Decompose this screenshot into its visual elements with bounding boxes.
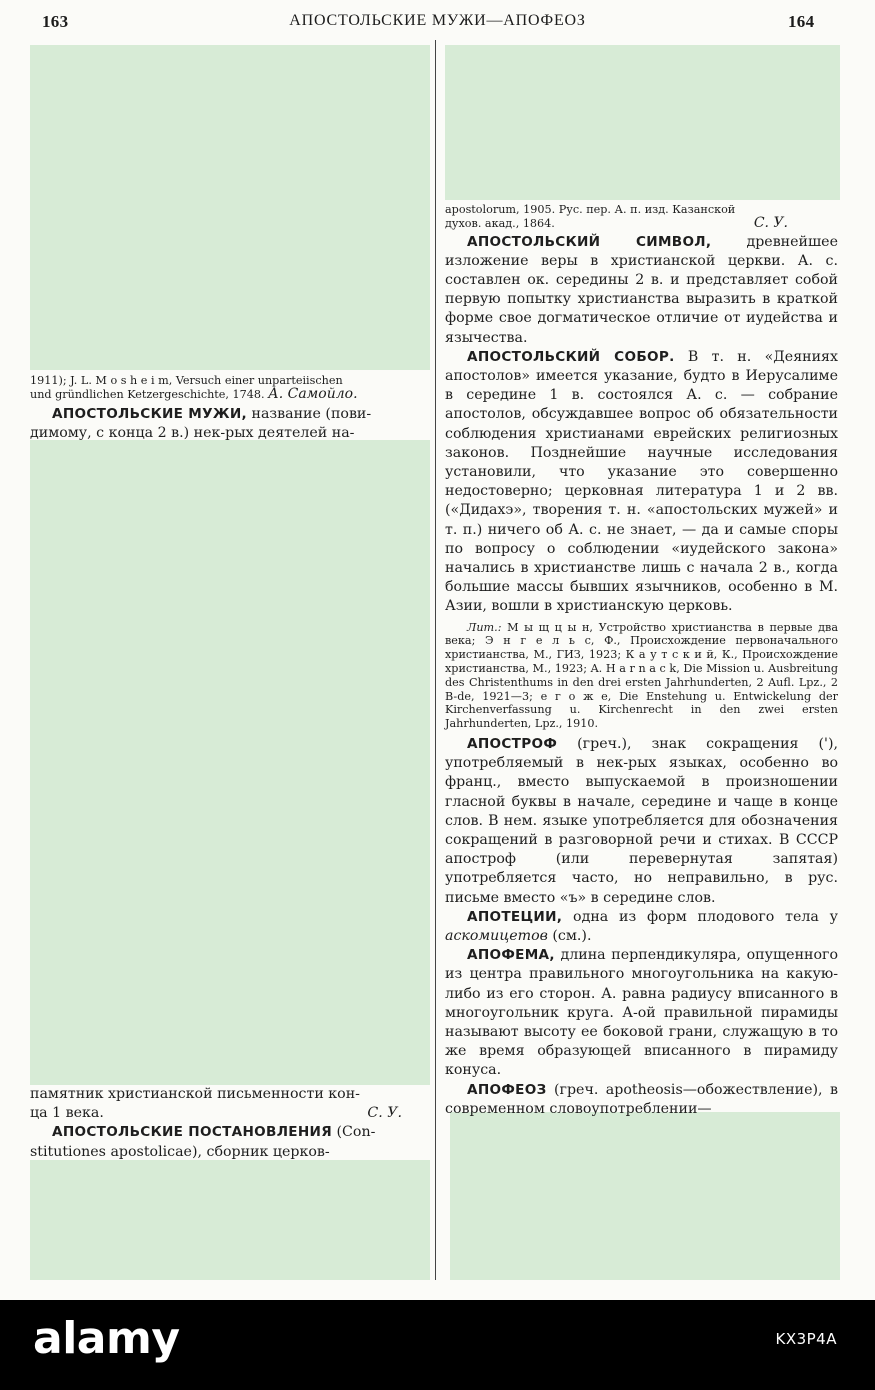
author-signature: С. У. — [367, 1105, 402, 1122]
cross-reference: аскомицетов — [445, 928, 548, 945]
alamy-logo: alamy — [33, 1313, 180, 1364]
entry-apofeoz — [445, 1081, 838, 1119]
entry-sobor — [445, 348, 838, 617]
entry-apostrof — [445, 735, 838, 908]
blank-region — [450, 1112, 840, 1280]
author-signature: С. У. — [753, 214, 788, 231]
entry-text: (греч.), знак сокращения ('), употребляемый в нек-рых языках, особенно во франц., вместо выпускаемой в произношении гласной буквы в начале, середине и чаще в конце слов. В нем. языке употребляется для обозначения сокращений в разговорной речи и стихах. В СССР апостроф (или перевернутая запятая) употребляется часто, но неправильно, в рус. письме вместо «ъ» в середине слов. — [445, 736, 838, 906]
entry-text: древнейшее изложение веры в христианской церкви. А. с. составлен ок. середины 2 в. и представляет собой первую попытку христианства выразить в краткой форме свое догматическое отличие от иудейства и язычества. — [445, 233, 838, 346]
entry-text: ца 1 века. — [30, 1105, 104, 1122]
entry-text: В т. н. «Деяниях апостолов» имеется указание, будто в Иерусалиме в середине 1 в. состоялся А. с. — собрание апостолов, обсуждавшее вопрос об обязательности соблюдения христианами еврейских религиозных законов. Позднейшие научные исследования установили, что указание это совершенно недостоверно; церковная литература 1 и 2 вв. («Дидахэ», творения т. н. «апостольских мужей» и т. п.) ничего об А. с. не знает, — да и самые споры по вопросу о соблюдении «иудейского закона» начались в христианстве лишь с начала 2 в., когда большие массы бывших язычников, особенно в М. Азии, вошли в христианскую церковь. — [445, 348, 839, 615]
entry-heading: АПОСТРОФ — [467, 736, 558, 753]
entry-text: памятник христианской письменности кон- — [30, 1086, 360, 1102]
entry-heading: АПОСТОЛЬСКИЕ МУЖИ, — [52, 405, 247, 422]
blank-region — [30, 440, 430, 1085]
page-number-left: 163 — [42, 12, 69, 31]
left-block-postanovleniya — [30, 1085, 432, 1162]
entry-heading: АПОСТОЛЬСКИЕ ПОСТАНОВЛЕНИЯ — [52, 1124, 332, 1141]
running-title: АПОСТОЛЬСКИЕ МУЖИ—АПОФЕОЗ — [289, 12, 586, 29]
column-divider — [435, 40, 436, 1280]
entry-text: stitutiones apostolicae), сборник церков- — [30, 1143, 330, 1160]
reference-line: und gründlichen Ketzergeschichte, 1748. — [30, 387, 265, 401]
blank-region — [445, 45, 840, 200]
entry-text: (греч. apotheosis—обожествление), в современном словоупотреблении— — [445, 1081, 838, 1117]
blank-region — [30, 45, 430, 370]
entry-text: длина перпендикуляра, опущенного из центра правильного многоугольника на какую-либо из его сторон. А. равна радиусу вписанного в многоугольник круга. А-ой правильной пирамиды называют высоту ее боковой грани, служащую в то же время образующей вписанного в пирамиду конуса. — [445, 947, 838, 1079]
entry-text: (см.). — [547, 928, 592, 945]
entry-apotecii — [445, 908, 838, 946]
entry-simvol — [445, 233, 838, 348]
author-signature: А. Самойло. — [268, 385, 358, 402]
entry-text: димому, с конца 2 в.) нек-рых деятелей на- — [30, 424, 355, 441]
entry-heading: АПОСТОЛЬСКИЙ СИМВОЛ, — [467, 233, 712, 250]
left-block-mosheim — [30, 374, 432, 443]
entry-heading: АПОТЕЦИИ, — [467, 908, 563, 925]
page-number-right: 164 — [788, 12, 815, 31]
entry-text: название (пови- — [246, 405, 372, 422]
entry-heading: АПОФЕОЗ — [467, 1081, 547, 1098]
entry-text: (Con- — [332, 1124, 376, 1141]
entry-text: одна из форм плодового тела у — [562, 908, 838, 925]
right-column-text — [445, 203, 838, 1119]
entry-apofema — [445, 946, 838, 1080]
reference-line: 1911); J. L. M o s h e i m, Versuch einer unparteiischen — [30, 374, 343, 387]
literature-label: Лит.: — [467, 620, 502, 634]
reference-line: apostolorum, 1905. Рус. пер. А. п. изд. Казанской — [445, 203, 736, 216]
literature-block — [445, 621, 838, 731]
reference-line: духов. акад., 1864. — [445, 216, 555, 230]
literature-text: М ы щ ц ы н, Устройство христианства в первые два века; Э н г е л ь с, Ф., Происхождение первоначального христианства, М., ГИЗ, 1923; К а у т с к и й, К., Происхождение христианства, М., 1923; A. H a r n a c k, Die Mission u. Ausbreitung des Christenthums in den drei ersten Jahrhunderten, 2 Aufl. Lpz., 2 B-de, 1921—3; е г о ж е, Die Enstehung u. Entwickelung der Kirchenverfassung u. Kirchenrecht in den zwei ersten Jahrhunderten, Lpz., 1910. — [445, 620, 838, 731]
blank-region — [30, 1160, 430, 1280]
entry-heading: АПОСТОЛЬСКИЙ СОБОР. — [467, 348, 675, 365]
image-id: KX3P4A — [775, 1330, 837, 1348]
entry-heading: АПОФЕМА, — [467, 947, 555, 964]
